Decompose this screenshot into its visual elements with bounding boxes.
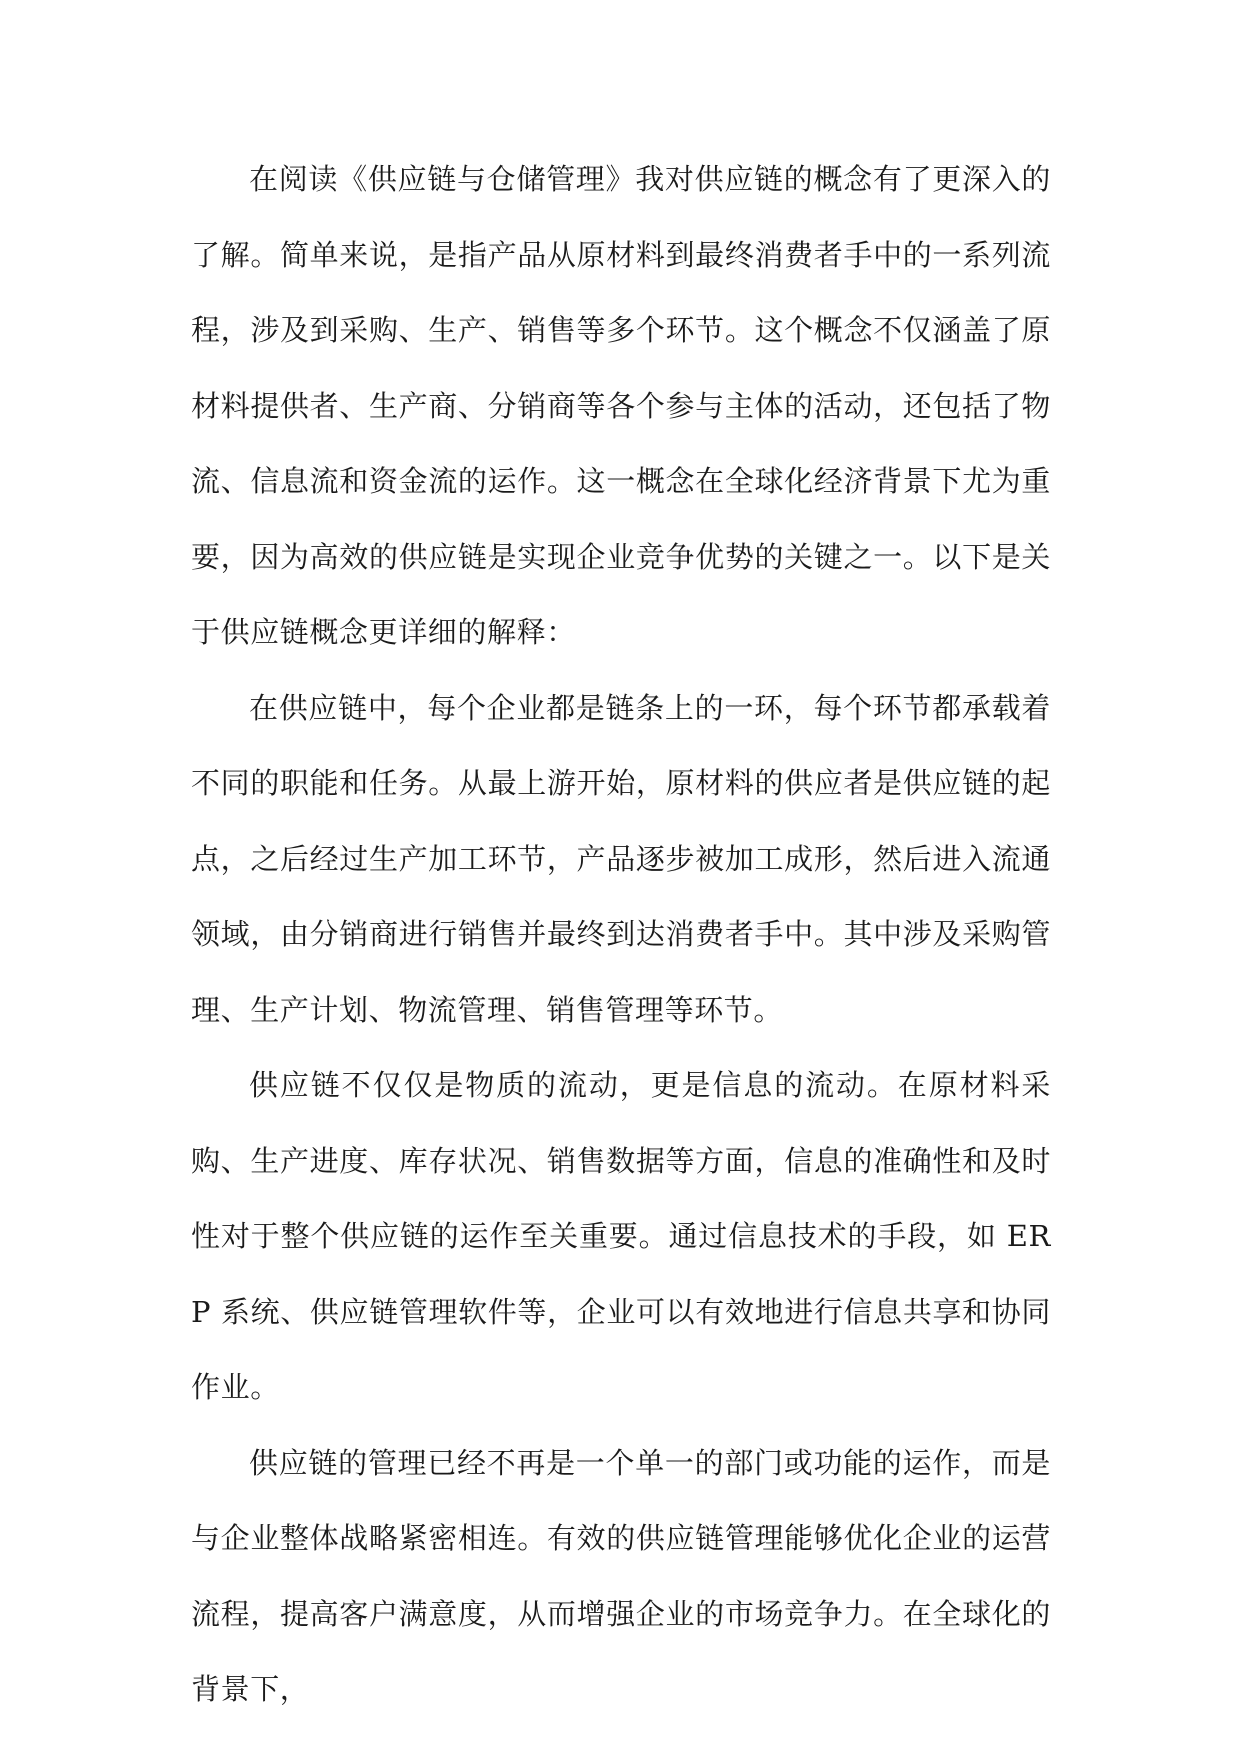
paragraph-4: 供应链的管理已经不再是一个单一的部门或功能的运作，而是与企业整体战略紧密相连。有效的供应链管理能够优化企业的运营流程，提高客户满意度，从而增强企业的市场竞争力。在全球化的背景下，: [191, 1445, 1051, 1706]
document-body: [191, 142, 1051, 1728]
paragraph-1: 在阅读《供应链与仓储管理》我对供应链的概念有了更深入的了解。简单来说，是指产品从原材料到最终消费者手中的一系列流程，涉及到采购、生产、销售等多个环节。这个概念不仅涵盖了原材料提供者、生产商、分销商等各个参与主体的活动，还包括了物流、信息流和资金流的运作。这一概念在全球化经济背景下尤为重要，因为高效的供应链是实现企业竞争优势的关键之一。以下是关于供应链概念更详细的解释：: [191, 162, 1051, 649]
paragraph-3: 供应链不仅仅是物质的流动，更是信息的流动。在原材料采购、生产进度、库存状况、销售数据等方面，信息的准确性和及时性对于整个供应链的运作至关重要。通过信息技术的手段，如 ERP 系统、供应链管理软件等，企业可以有效地进行信息共享和协同作业。: [191, 1068, 1051, 1404]
paragraph-2: 在供应链中，每个企业都是链条上的一环，每个环节都承载着不同的职能和任务。从最上游开始，原材料的供应者是供应链的起点，之后经过生产加工环节，产品逐步被加工成形，然后进入流通领域，由分销商进行销售并最终到达消费者手中。其中涉及采购管理、生产计划、物流管理、销售管理等环节。: [191, 690, 1051, 1027]
